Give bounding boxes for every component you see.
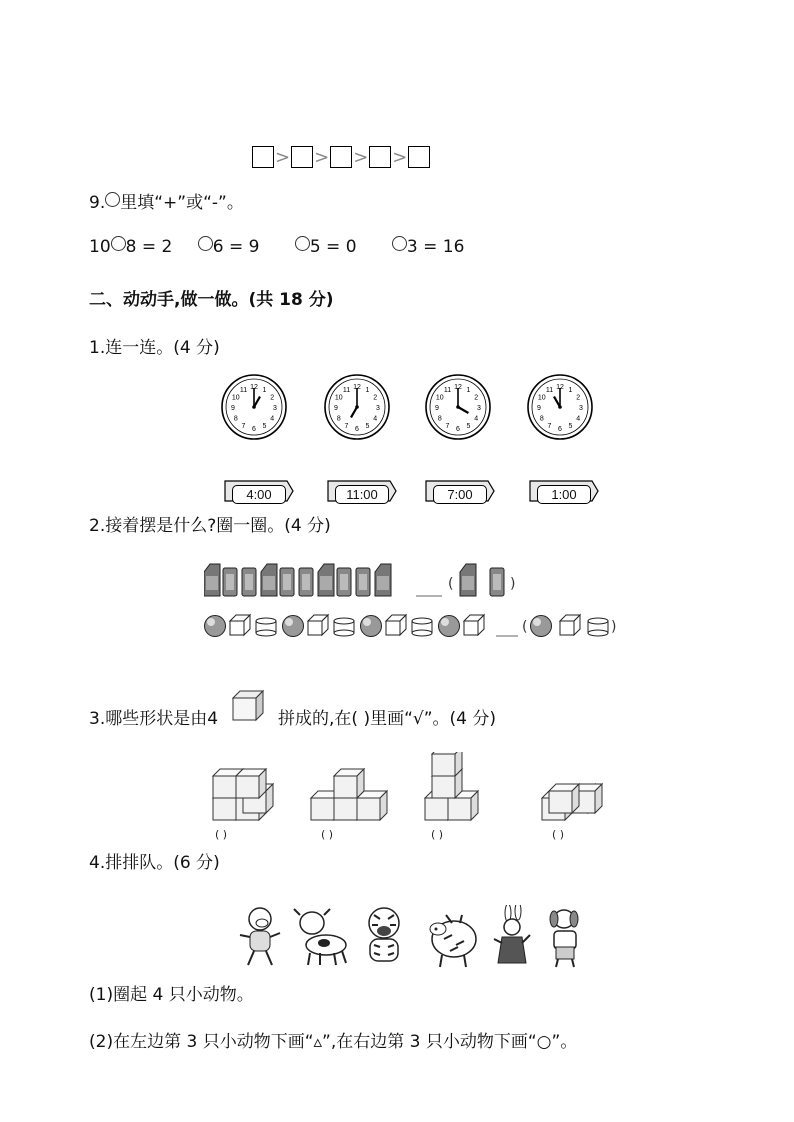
tiger-icon — [369, 908, 399, 961]
answer-box[interactable] — [330, 146, 352, 168]
clock-face-icon — [222, 375, 286, 439]
cylinder-icon — [334, 618, 354, 636]
svg-text:6: 6 — [558, 426, 562, 433]
cube-icon — [560, 615, 580, 635]
svg-text:2: 2 — [373, 394, 378, 402]
time-label: 7:00 — [433, 485, 487, 504]
cube-structure — [213, 769, 273, 820]
svg-text:11: 11 — [239, 386, 248, 394]
animals-row — [232, 905, 592, 975]
answer-parens[interactable]: ( ) — [431, 828, 444, 841]
svg-text:12: 12 — [556, 384, 564, 391]
svg-text:1: 1 — [365, 386, 370, 394]
circle-blank-icon — [105, 192, 120, 207]
cube-icon — [386, 615, 406, 635]
svg-text:1: 1 — [262, 386, 267, 394]
operator-circle[interactable] — [295, 236, 310, 251]
greater-than-icon: > — [392, 146, 408, 168]
svg-text:8: 8 — [539, 415, 544, 423]
cylinder-icon — [256, 618, 276, 636]
answer-parens[interactable]: ( ) — [552, 828, 565, 841]
dog-icon — [550, 910, 578, 967]
svg-text:4: 4 — [373, 415, 378, 423]
ball-icon — [361, 616, 382, 637]
svg-text:11: 11 — [342, 386, 351, 394]
svg-text:3: 3 — [579, 405, 583, 412]
q4-title: 4.排排队。(6 分) — [89, 853, 220, 873]
cylinder-icon — [412, 618, 432, 636]
q9-title: 9. 里填“+”或“-”。 — [89, 193, 244, 213]
svg-text:11: 11 — [443, 386, 452, 394]
milk-carton-icon — [375, 564, 391, 596]
svg-text:8: 8 — [336, 415, 341, 423]
cube-icon — [308, 615, 328, 635]
soda-can-icon — [280, 568, 294, 596]
svg-text:7: 7 — [344, 423, 349, 431]
svg-text:4: 4 — [576, 415, 581, 423]
cube-structure — [542, 784, 602, 820]
svg-text:9: 9 — [537, 405, 541, 412]
soda-can-icon — [490, 568, 504, 596]
answer-box[interactable] — [252, 146, 274, 168]
answer-box[interactable] — [291, 146, 313, 168]
clock-face-icon — [325, 375, 389, 439]
cow-icon — [294, 909, 346, 965]
cube-icon — [230, 615, 250, 635]
cube-structure — [425, 752, 478, 820]
svg-text:5: 5 — [568, 423, 573, 431]
svg-text:2: 2 — [270, 394, 275, 402]
operator-circle[interactable] — [198, 236, 213, 251]
svg-text:7: 7 — [547, 423, 552, 431]
clock-face-icon — [426, 375, 490, 439]
svg-text:12: 12 — [454, 384, 462, 391]
answer-box[interactable] — [408, 146, 430, 168]
svg-text:5: 5 — [365, 423, 370, 431]
q9-expressions: 10 8 = 2 6 = 9 5 = 0 3 = 16 — [89, 237, 465, 257]
soda-can-icon — [299, 568, 313, 596]
time-label: 4:00 — [232, 485, 286, 504]
svg-text:12: 12 — [353, 384, 361, 391]
monkey-icon — [240, 908, 280, 965]
answer-parens[interactable]: ( ) — [321, 828, 334, 841]
q4-sub1: (1)圈起 4 只小动物。 — [89, 985, 254, 1005]
rabbit-icon — [494, 905, 530, 963]
cube-structure — [311, 769, 387, 820]
q4-sub2: (2)在左边第 3 只小动物下画“▵”,在右边第 3 只小动物下画“○”。 — [89, 1032, 578, 1052]
svg-text:10: 10 — [537, 394, 546, 402]
cube-icon — [230, 688, 266, 722]
time-card[interactable] — [425, 479, 495, 503]
milk-carton-icon — [460, 564, 476, 596]
svg-text:4: 4 — [270, 415, 275, 423]
greater-than-icon: > — [353, 146, 369, 168]
ball-icon — [531, 616, 552, 637]
cube-icon — [464, 615, 484, 635]
clocks-row — [218, 372, 598, 444]
milk-carton-icon — [204, 564, 220, 596]
pattern-row-shapes — [204, 612, 624, 642]
svg-text:3: 3 — [376, 405, 380, 412]
svg-text:(: ( — [448, 576, 454, 592]
q3-title: 3.哪些形状是由4 — [89, 709, 219, 729]
operator-circle[interactable] — [111, 236, 126, 251]
svg-text:6: 6 — [355, 426, 359, 433]
section-title: 二、动动手,做一做。(共 18 分) — [89, 290, 334, 310]
svg-text:3: 3 — [273, 405, 277, 412]
clock-face-icon — [528, 375, 592, 439]
svg-text:5: 5 — [466, 423, 471, 431]
ball-icon — [205, 616, 226, 637]
time-label: 11:00 — [335, 485, 389, 504]
time-label: 1:00 — [537, 485, 591, 504]
svg-text:4: 4 — [474, 415, 479, 423]
svg-text:11: 11 — [545, 386, 554, 394]
ball-icon — [283, 616, 304, 637]
operator-circle[interactable] — [392, 236, 407, 251]
soda-can-icon — [223, 568, 237, 596]
svg-text:(: ( — [522, 619, 528, 635]
svg-text:2: 2 — [474, 394, 479, 402]
svg-text:8: 8 — [233, 415, 238, 423]
svg-text:): ) — [510, 576, 516, 592]
greater-than-icon: > — [314, 146, 330, 168]
svg-text:6: 6 — [252, 426, 256, 433]
answer-box[interactable] — [369, 146, 391, 168]
greater-than-icon: > — [275, 146, 291, 168]
box-sequence — [252, 146, 430, 168]
pattern-row-cartons-cans — [204, 562, 524, 602]
svg-text:9: 9 — [435, 405, 439, 412]
svg-text:7: 7 — [241, 423, 246, 431]
soda-can-icon — [242, 568, 256, 596]
svg-text:8: 8 — [437, 415, 442, 423]
q3-title-rest: 拼成的,在( )里画“√”。(4 分) — [278, 709, 497, 729]
time-card[interactable] — [224, 479, 294, 503]
svg-text:3: 3 — [477, 405, 481, 412]
svg-text:9: 9 — [334, 405, 338, 412]
milk-carton-icon — [318, 564, 334, 596]
cube-structures — [205, 752, 625, 827]
cylinder-icon — [588, 618, 608, 636]
svg-text:9: 9 — [231, 405, 235, 412]
svg-text:5: 5 — [262, 423, 267, 431]
q2-title: 2.接着摆是什么?圈一圈。(4 分) — [89, 516, 331, 536]
svg-text:12: 12 — [250, 384, 258, 391]
svg-text:1: 1 — [568, 386, 573, 394]
svg-text:10: 10 — [334, 394, 343, 402]
pig-icon — [430, 915, 476, 967]
svg-text:10: 10 — [435, 394, 444, 402]
soda-can-icon — [337, 568, 351, 596]
svg-text:10: 10 — [231, 394, 240, 402]
time-card[interactable] — [529, 479, 599, 503]
ball-icon — [439, 616, 460, 637]
svg-text:1: 1 — [466, 386, 471, 394]
q1-title: 1.连一连。(4 分) — [89, 338, 220, 358]
svg-text:2: 2 — [576, 394, 581, 402]
answer-parens[interactable]: ( ) — [215, 828, 228, 841]
svg-text:6: 6 — [456, 426, 460, 433]
time-card[interactable] — [327, 479, 397, 503]
svg-text:): ) — [611, 619, 617, 635]
milk-carton-icon — [261, 564, 277, 596]
svg-text:7: 7 — [445, 423, 450, 431]
soda-can-icon — [356, 568, 370, 596]
